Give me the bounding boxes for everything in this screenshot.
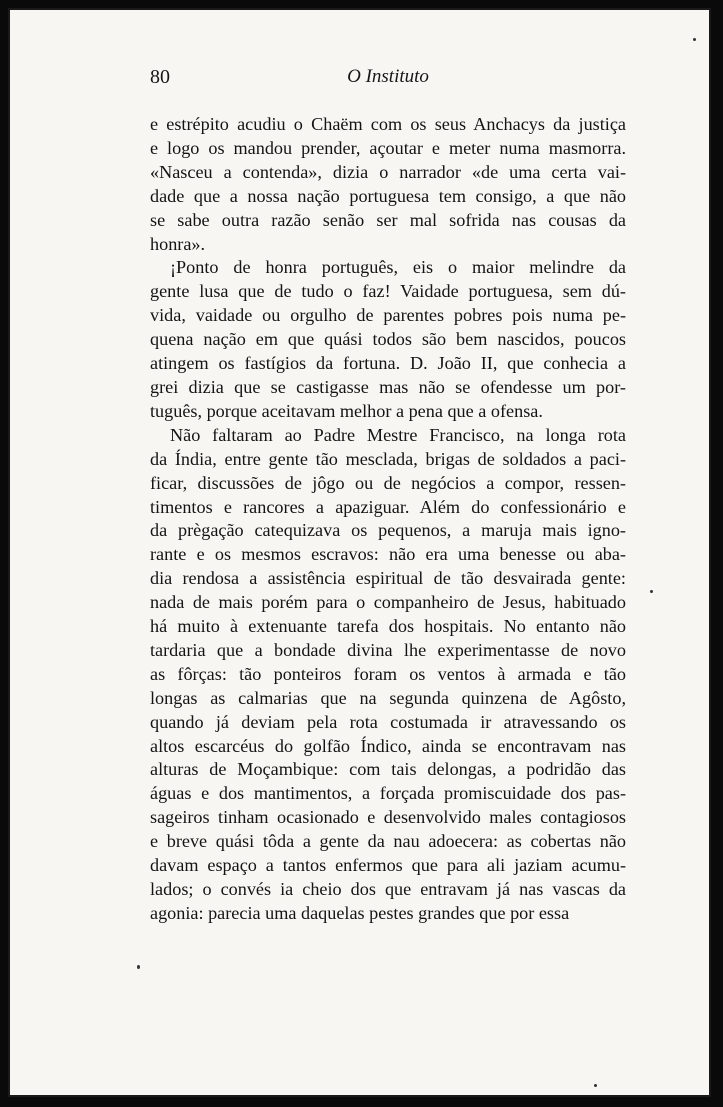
text-line: gente lusa que de tudo o faz! Vaidade portuguesa, sem dú- [150, 281, 626, 302]
text-line: há muito à extenuante tarefa dos hospitais. No entanto não [150, 616, 626, 637]
running-title: O Instituto [347, 66, 429, 87]
text-line: tuguês, porque aceitavam melhor a pena que a ofensa. [150, 400, 543, 421]
text-line: agonia: parecia uma daquelas pestes grandes que por essa [150, 902, 570, 923]
body-text [150, 113, 626, 926]
paper-speck [650, 590, 653, 593]
paper-speck [594, 1084, 597, 1087]
text-line: ¡Ponto de honra português, eis o maior melindre da [170, 257, 626, 278]
text-line: davam espaço a tantos enfermos que para ali jaziam acumu- [150, 855, 626, 876]
text-line: da Índia, entre gente tão mesclada, brigas de soldados a paci- [150, 448, 626, 469]
text-line: águas e dos mantimentos, a forçada promiscuidade dos pas- [150, 783, 626, 804]
text-line: Não faltaram ao Padre Mestre Francisco, na longa rota [170, 424, 626, 445]
text-line: longas as calmarias que na segunda quinzena de Agôsto, [150, 687, 626, 708]
paper-speck [693, 38, 696, 41]
paragraph [150, 113, 626, 256]
text-line: se sabe outra razão senão ser mal sofrida nas cousas da [150, 209, 626, 230]
paper-speck [137, 965, 140, 969]
text-line: honra». [150, 233, 206, 254]
text-line: alturas de Moçambique: com tais delongas, a podridão das [150, 759, 626, 780]
text-line: quando já deviam pela rota costumada ir atravessando os [150, 711, 626, 732]
paragraph [150, 256, 626, 423]
text-line: rante e os mesmos escravos: não era uma benesse ou aba- [150, 544, 626, 565]
text-line: dia rendosa a assistência espiritual de tão desvairada gente: [150, 568, 626, 589]
text-line: lados; o convés ia cheio dos que entravam já nas vascas da [150, 879, 626, 899]
text-line: da prègação catequizava os pequenos, a maruja mais igno- [150, 520, 626, 541]
text-line: as fôrças: tão ponteiros foram os ventos à armada e tão [150, 663, 626, 684]
text-line: timentos e rancores a apaziguar. Além do confessionário e [150, 496, 626, 517]
text-line: dade que a nossa nação portuguesa tem consigo, a que não [150, 185, 626, 206]
text-line: atingem os fastígios da fortuna. D. João II, que conhecia a [150, 353, 626, 374]
page-header [150, 66, 626, 96]
text-line: tardaria que a bondade divina lhe experimentasse de novo [150, 639, 626, 660]
text-line: quena nação em que quási todos são bem nascidos, poucos [150, 329, 626, 350]
text-line: grei dizia que se castigasse mas não se ofendesse um por- [150, 376, 626, 397]
text-line: sageiros tinham ocasionado e desenvolvido males contagiosos [150, 807, 626, 828]
text-line: e breve quási tôda a gente da nau adoecera: as cobertas não [150, 831, 626, 852]
text-line: e logo os mandou prender, açoutar e meter numa masmorra. [150, 137, 626, 158]
text-line: nada de mais porém para o companheiro de Jesus, habituado [150, 592, 626, 613]
text-line: altos escarcéus do golfão Índico, ainda se encontravam nas [150, 735, 626, 756]
text-line: «Nasceu a contenda», dizia o narrador «de uma certa vai- [150, 161, 626, 182]
paragraph [150, 424, 626, 926]
text-line: e estrépito acudiu o Chaëm com os seus Anchacys da justiça [150, 114, 626, 134]
text-line: ficar, discussões de jôgo ou de negócios a compor, ressen- [150, 472, 626, 493]
page-number: 80 [150, 66, 170, 88]
text-line: vida, vaidade ou orgulho de parentes pobres pois numa pe- [150, 305, 626, 326]
